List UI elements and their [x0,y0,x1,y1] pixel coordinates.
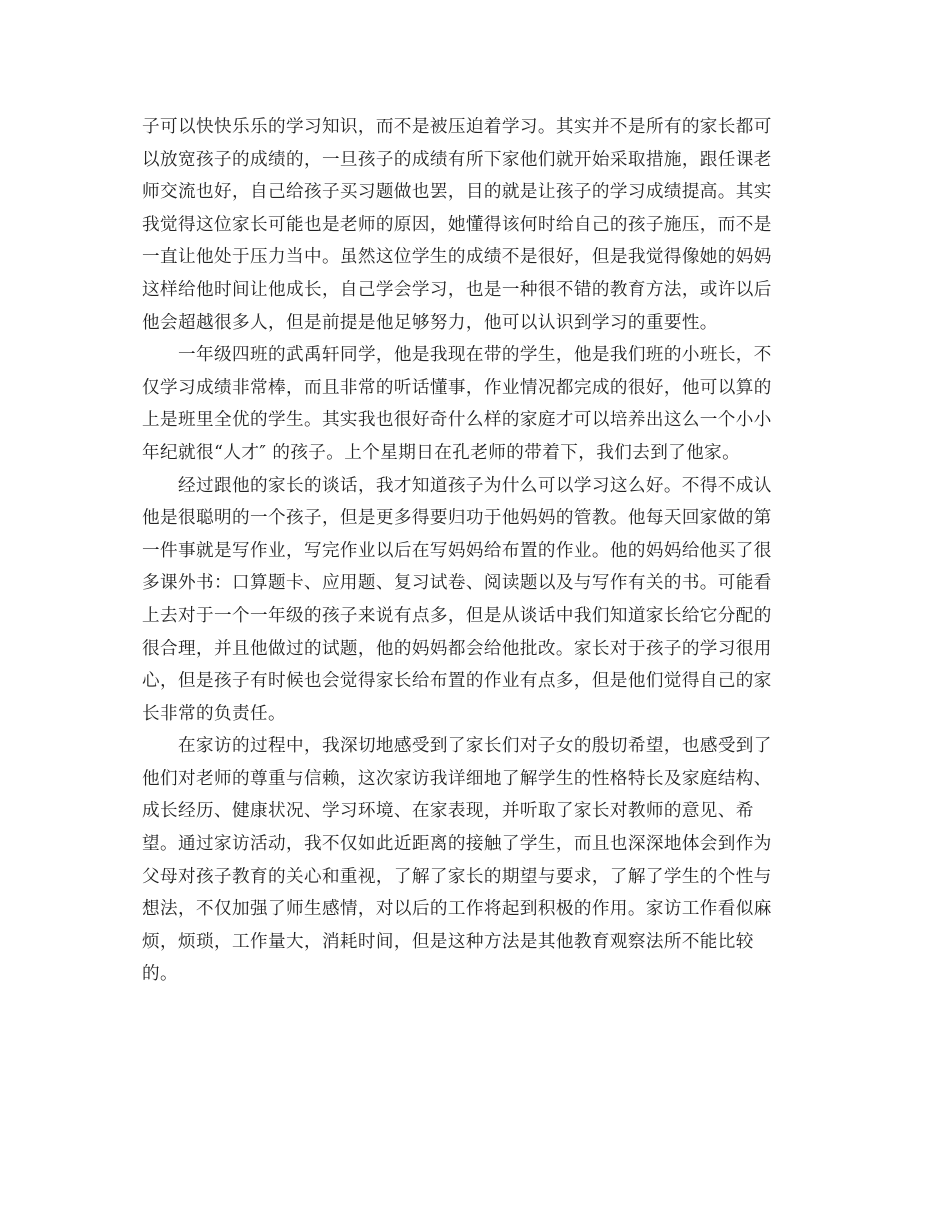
paragraph-2 [142,339,807,469]
text-line: 一件事就是写作业，写完作业以后在写妈妈给布置的作业。他的妈妈给他买了很 [142,540,772,561]
text-line: 的。 [142,964,178,985]
text-line: 一年级四班的武禹轩同学，他是我现在带的学生，他是我们班的小班长，不 [178,345,772,366]
paragraph-3 [142,470,807,731]
text-line: 以放宽孩子的成绩的，一旦孩子的成绩有所下家他们就开始采取措施，跟任课老 [142,149,772,170]
text-line: 很合理，并且他做过的试题，他的妈妈都会给他批改。家长对于孩子的学习很用 [142,638,772,659]
text-line: 上去对于一个一年级的孩子来说有点多，但是从谈话中我们知道家长给它分配的 [142,605,772,626]
text-line: 师交流也好，自己给孩子买习题做也罢，目的就是让孩子的学习成绩提高。其实 [142,182,772,203]
text-line: 我觉得这位家长可能也是老师的原因，她懂得该何时给自己的孩子施压，而不是 [142,214,772,235]
text-line: 这样给他时间让他成长，自己学会学习，也是一种很不错的教育方法，或许以后 [142,279,772,300]
text-line: 他是很聪明的一个孩子，但是更多得要归功于他妈妈的管教。他每天回家做的第 [142,508,772,529]
text-line: 望。通过家访活动，我不仅如此近距离的接触了学生，而且也深深地体会到作为 [142,834,772,855]
text-line: 长非常的负责任。 [142,703,286,724]
text-line: 想法，不仅加强了师生感情，对以后的工作将起到积极的作用。家访工作看似麻 [142,899,772,920]
text-line: 成长经历、健康状况、学习环境、在家表现，并听取了家长对教师的意见、希 [142,801,754,822]
text-line: 在家访的过程中，我深切地感受到了家长们对子女的殷切希望，也感受到了 [178,736,772,757]
document-body [142,111,807,991]
paragraph-4 [142,730,807,991]
paragraph-1 [142,111,807,339]
text-line: 年纪就很“人才″ 的孩子。上个星期日在孔老师的带着下，我们去到了他家。 [142,442,741,463]
text-line: 心，但是孩子有时候也会觉得家长给布置的作业有点多，但是他们觉得自己的家 [142,671,772,692]
text-line: 多课外书：口算题卡、应用题、复习试卷、阅读题以及与写作有关的书。可能看 [142,573,772,594]
text-line: 他们对老师的尊重与信赖，这次家访我详细地了解学生的性格特长及家庭结构、 [142,768,772,789]
text-line: 上是班里全优的学生。其实我也很好奇什么样的家庭才可以培养出这么一个小小 [142,410,772,431]
text-line: 父母对孩子教育的关心和重视，了解了家长的期望与要求，了解了学生的个性与 [142,866,772,887]
text-line: 经过跟他的家长的谈话，我才知道孩子为什么可以学习这么好。不得不成认 [178,475,772,496]
text-line: 一直让他处于压力当中。虽然这位学生的成绩不是很好，但是我觉得像她的妈妈 [142,247,772,268]
text-line: 他会超越很多人，但是前提是他足够努力，他可以认识到学习的重要性。 [142,312,718,333]
text-line: 子可以快快乐乐的学习知识，而不是被压迫着学习。其实并不是所有的家长都可 [142,117,772,137]
text-line: 仅学习成绩非常棒，而且非常的听话懂事，作业情况都完成的很好，他可以算的 [142,377,772,398]
text-line: 烦，烦琐，工作量大，消耗时间，但是这种方法是其他教育观察法所不能比较 [142,931,754,952]
